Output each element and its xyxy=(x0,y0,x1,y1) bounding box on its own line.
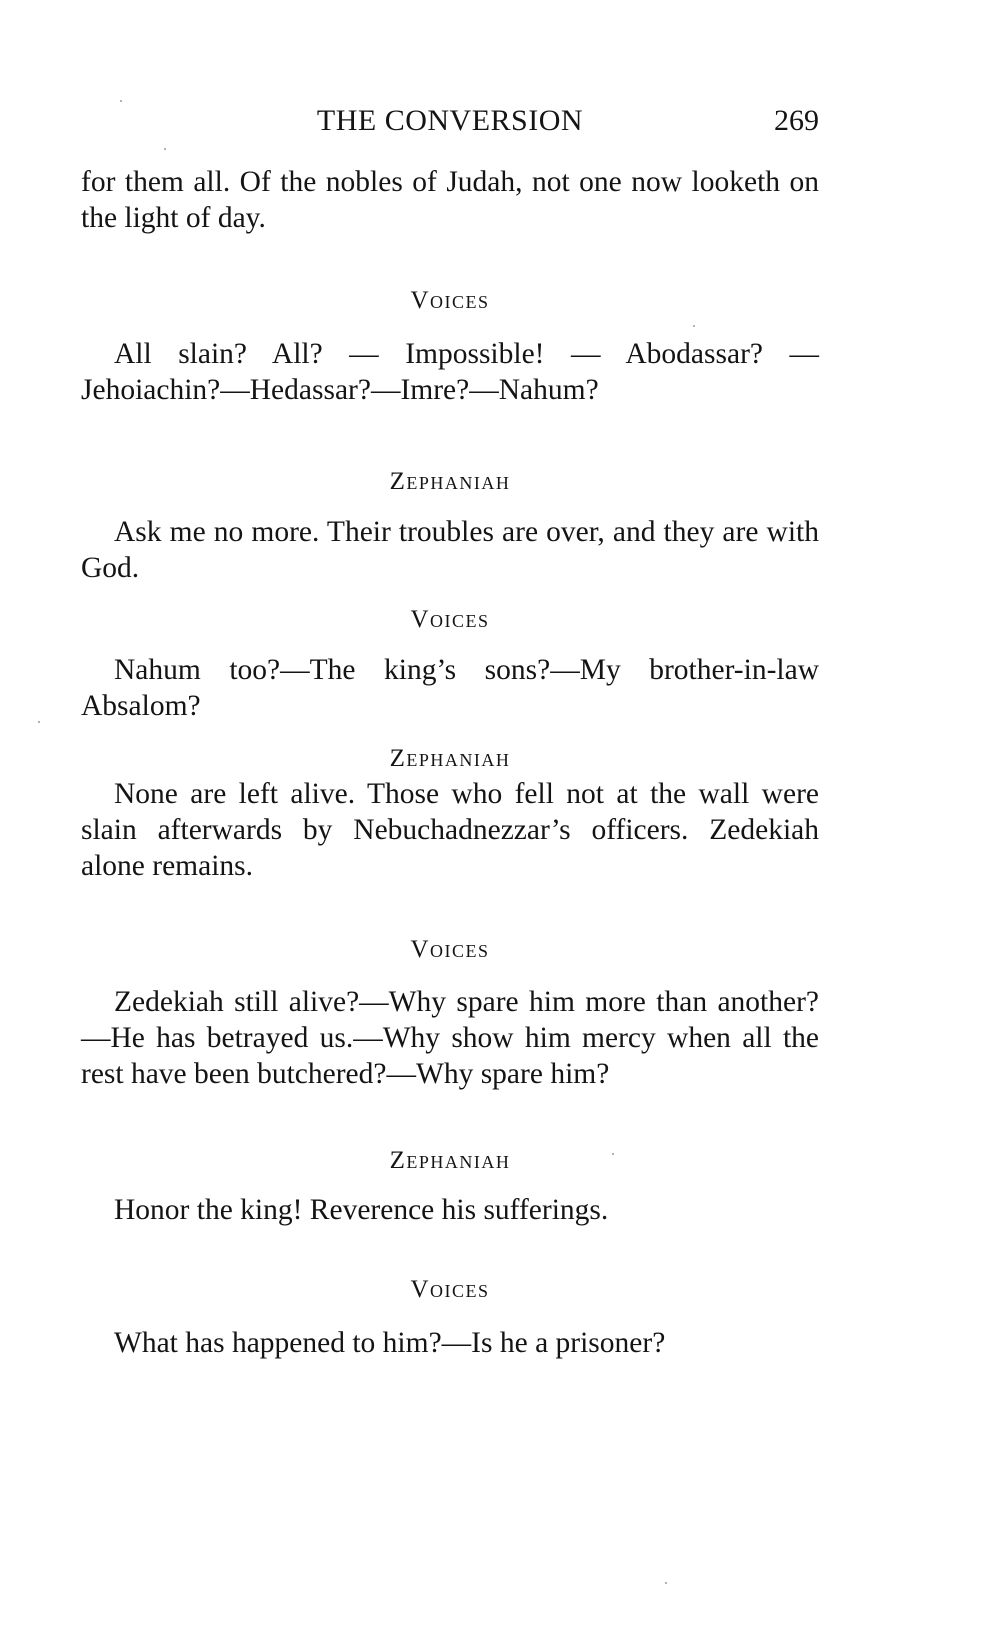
speaker-name: Voices xyxy=(410,606,490,633)
paragraph xyxy=(81,1192,819,1228)
paper-speck xyxy=(38,721,40,723)
speaker-heading xyxy=(81,935,819,965)
book-page xyxy=(81,100,819,1580)
speaker-heading xyxy=(81,744,819,774)
paragraph xyxy=(81,652,819,724)
paragraph-text: None are left alive. Those who fell not at the wall were slain afterwards by Nebuchadnezzar’s officers. Zedekiah alone remains. xyxy=(81,778,819,882)
speaker-heading xyxy=(81,605,819,635)
paragraph-text: Zedekiah still alive?—Why spare him more than another?—He has betrayed us.—Why show him mercy when all the rest have been butchered?—Why spare him? xyxy=(81,986,819,1090)
paper-speck xyxy=(164,148,166,150)
speaker-heading xyxy=(81,467,819,497)
paper-speck xyxy=(665,1582,667,1584)
paragraph xyxy=(81,776,819,884)
speaker-name: Zephaniah xyxy=(389,745,511,772)
paragraph-text: Nahum too?—The king’s sons?—My brother-in-law Absalom? xyxy=(81,654,819,722)
speaker-name: Zephaniah xyxy=(389,1147,511,1174)
speaker-heading xyxy=(81,1146,819,1176)
paragraph xyxy=(81,514,819,586)
speaker-name: Zephaniah xyxy=(389,468,511,495)
page-header xyxy=(81,100,819,146)
paragraph xyxy=(81,336,819,408)
paragraph-opening xyxy=(81,164,819,236)
speaker-name: Voices xyxy=(410,936,490,963)
paragraph xyxy=(81,1325,819,1361)
speaker-heading xyxy=(81,1275,819,1305)
speaker-heading xyxy=(81,286,819,316)
paragraph xyxy=(81,984,819,1092)
paper-speck xyxy=(693,325,695,327)
paragraph-text: Ask me no more. Their troubles are over, and they are with God. xyxy=(81,516,819,584)
page-number: 269 xyxy=(774,104,819,137)
paper-speck xyxy=(120,100,122,102)
paragraph-text: for them all. Of the nobles of Judah, not one now looketh on the light of day. xyxy=(81,166,819,234)
paragraph-text: What has happened to him?—Is he a prisoner? xyxy=(114,1327,666,1359)
paper-speck xyxy=(612,1153,614,1155)
speaker-name: Voices xyxy=(410,1276,490,1303)
paragraph-text: All slain? All? — Impossible! — Abodassar? — Jehoiachin?—Hedassar?—Imre?—Nahum? xyxy=(81,338,819,406)
speaker-name: Voices xyxy=(410,287,490,314)
paragraph-text: Honor the king! Reverence his sufferings. xyxy=(114,1194,609,1226)
running-title: THE CONVERSION xyxy=(316,104,584,137)
